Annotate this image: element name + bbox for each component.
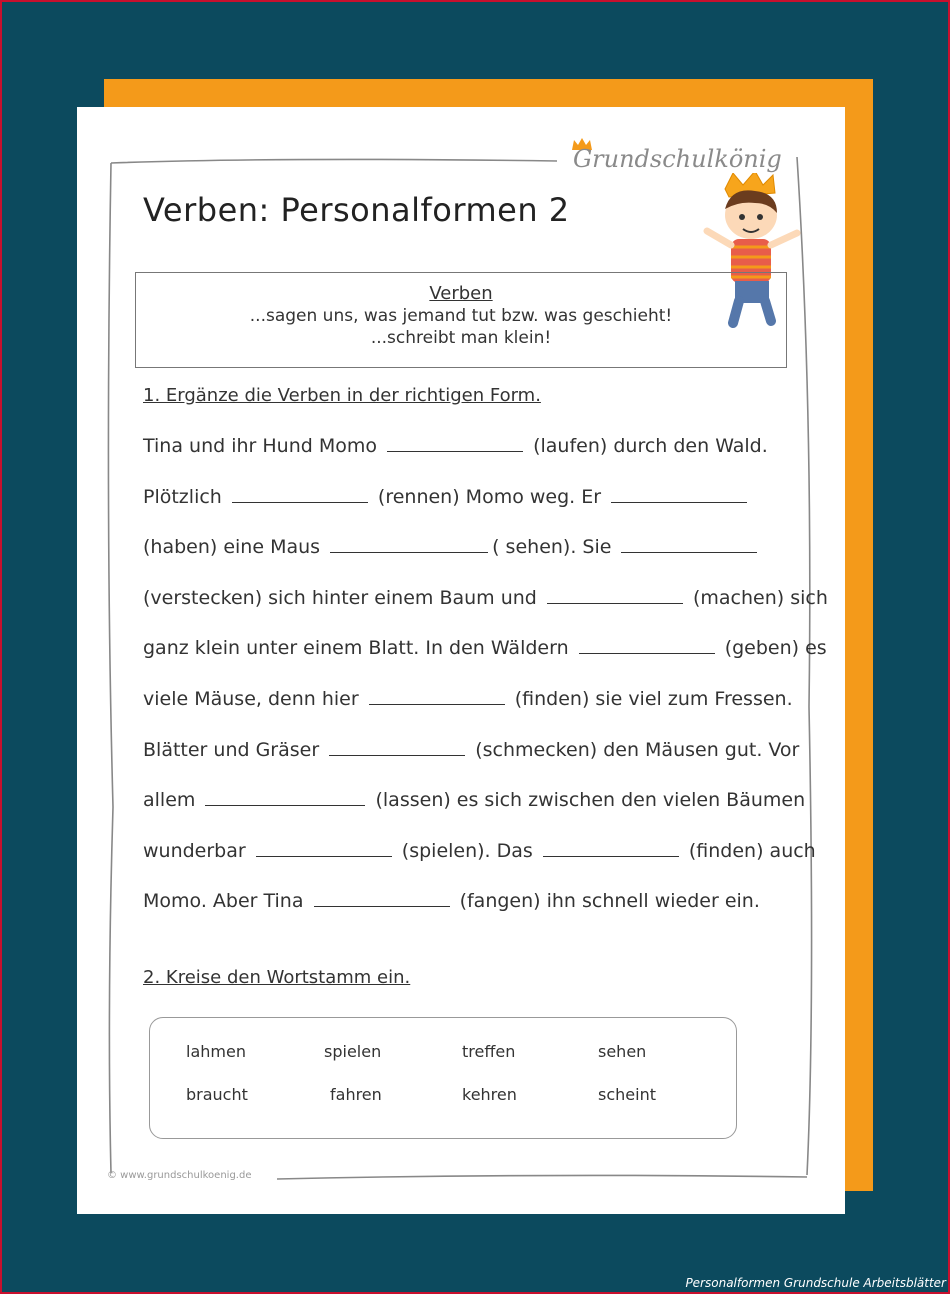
answer-blank[interactable] xyxy=(330,538,488,553)
info-line-2: ...schreibt man klein! xyxy=(370,328,552,348)
exercise-text: Momo. Aber Tina xyxy=(143,890,310,913)
answer-blank[interactable] xyxy=(387,437,523,452)
task2-heading: 2. Kreise den Wortstamm ein. xyxy=(143,967,411,988)
word-item: fahren xyxy=(330,1085,382,1104)
exercise-line xyxy=(143,587,828,609)
brand-logo: Grundschulkönig xyxy=(573,145,782,173)
image-caption: Personalformen Grundschule Arbeitsblätter xyxy=(685,1276,946,1290)
exercise-line xyxy=(143,536,761,558)
page-title: Verben: Personalformen 2 xyxy=(143,191,570,229)
word-item: treffen xyxy=(462,1042,516,1061)
exercise-text: (lassen) es sich zwischen den vielen Bäumen xyxy=(369,789,806,812)
answer-blank[interactable] xyxy=(232,488,368,503)
answer-blank[interactable] xyxy=(329,741,465,756)
exercise-text: wunderbar xyxy=(143,839,252,862)
exercise-text: (finden) auch xyxy=(682,839,816,862)
answer-blank[interactable] xyxy=(611,488,747,503)
info-heading: Verben xyxy=(429,283,493,304)
exercise-text: (geben) es xyxy=(718,637,827,660)
exercise-text: (schmecken) den Mäusen gut. Vor xyxy=(469,738,800,761)
task1-heading: 1. Ergänze die Verben in der richtigen Form. xyxy=(143,385,541,406)
answer-blank[interactable] xyxy=(314,892,450,907)
answer-blank[interactable] xyxy=(543,842,679,857)
answer-blank[interactable] xyxy=(579,639,715,654)
info-box xyxy=(135,272,787,368)
answer-blank[interactable] xyxy=(621,538,757,553)
info-line-1: ...sagen uns, was jemand tut bzw. was geschieht! xyxy=(249,306,673,326)
exercise-text: Blätter und Gräser xyxy=(143,738,326,761)
exercise-text: ( sehen). Sie xyxy=(492,536,618,559)
exercise-text: allem xyxy=(143,789,202,812)
exercise-text: (fangen) ihn schnell wieder ein. xyxy=(453,890,760,913)
exercise-line xyxy=(143,688,793,710)
exercise-text: ganz klein unter einem Blatt. In den Wäldern xyxy=(143,637,575,660)
exercise-text: (haben) eine Maus xyxy=(143,536,327,559)
exercise-line xyxy=(143,637,827,659)
exercise-line xyxy=(143,840,816,862)
answer-blank[interactable] xyxy=(205,791,365,806)
exercise-text: (finden) sie viel zum Fressen. xyxy=(508,688,793,710)
word-item: scheint xyxy=(598,1085,656,1104)
word-item: spielen xyxy=(324,1042,382,1061)
word-item: braucht xyxy=(186,1085,248,1104)
answer-blank[interactable] xyxy=(369,690,505,705)
exercise-line xyxy=(143,890,760,912)
exercise-text: (verstecken) sich hinter einem Baum und xyxy=(143,586,543,609)
answer-blank[interactable] xyxy=(256,842,392,857)
exercise-text: Tina und ihr Hund Momo xyxy=(143,435,384,457)
word-item: kehren xyxy=(462,1085,517,1104)
word-item: sehen xyxy=(598,1042,647,1061)
exercise-text: (machen) sich xyxy=(686,586,828,609)
worksheet-page xyxy=(77,107,845,1214)
copyright-text: © www.grundschulkoenig.de xyxy=(107,1170,252,1181)
exercise-text: viele Mäuse, denn hier xyxy=(143,688,365,710)
exercise-line xyxy=(143,486,751,508)
word-box xyxy=(149,1017,737,1139)
exercise-text: (laufen) durch den Wald. xyxy=(527,435,768,457)
exercise-line xyxy=(143,789,805,811)
exercise-text: (rennen) Momo weg. Er xyxy=(371,485,608,508)
word-item: lahmen xyxy=(186,1042,246,1061)
exercise-text: Plötzlich xyxy=(143,485,228,508)
exercise-text: (spielen). Das xyxy=(395,839,539,862)
answer-blank[interactable] xyxy=(547,589,683,604)
exercise-line xyxy=(143,435,768,457)
exercise-line xyxy=(143,739,799,761)
